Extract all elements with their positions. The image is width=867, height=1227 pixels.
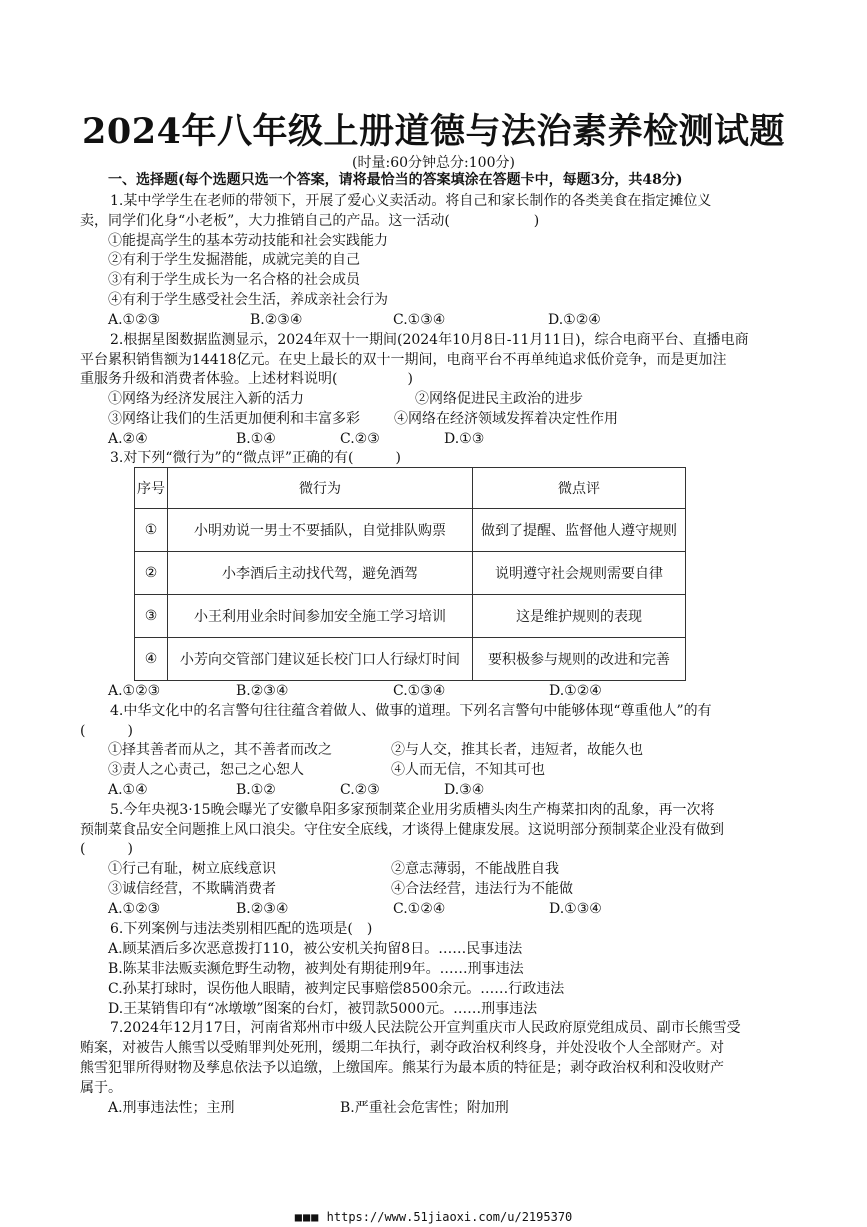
q4-option-a: A.①④ <box>108 782 148 798</box>
table-cell: ④ <box>135 638 168 681</box>
q1-stem-line1: 1.某中学学生在老师的带领下，开展了爱心义卖活动。将自己和家长制作的各类美食在指定摊位义 <box>110 193 712 209</box>
q5-stem-line1: 5.今年央视3·15晚会曝光了安徽阜阳多家预制菜企业用劣质槽头肉生产梅菜扣肉的乱象，再一次将 <box>110 802 715 818</box>
q2-option-c: C.②③ <box>340 431 380 447</box>
q1-option-a: A.①②③ <box>108 312 161 328</box>
q7-stem-line4: 属于。 <box>80 1080 122 1096</box>
table-cell: ③ <box>135 595 168 638</box>
table-cell: 小明劝说一男士不要插队，自觉排队购票 <box>168 509 473 552</box>
q5-option-c: C.①②④ <box>393 901 446 917</box>
table-row <box>135 509 686 552</box>
q1-stem-line2: 卖，同学们化身“小老板”，大力推销自己的产品。这一活动( ) <box>80 213 540 229</box>
q7-stem-line3: 熊雪犯罪所得财物及孳息依法予以追缴，上缴国库。熊某行为最本质的特征是；剥夺政治权利和没收财产 <box>80 1060 724 1076</box>
q2-stem-line2: 平台累积销售额为14418亿元。在史上最长的双十一期间，电商平台不再单纯追求低价竞争，而是更加注 <box>80 352 727 368</box>
q4-option-d: D.③④ <box>444 782 485 798</box>
q5-option-a: A.①②③ <box>108 901 161 917</box>
q1-option-b: B.②③④ <box>250 312 303 328</box>
q3-option-b: B.②③④ <box>236 683 289 699</box>
q3-option-c: C.①③④ <box>393 683 446 699</box>
q5-item: ①行己有耻，树立底线意识 <box>108 861 276 877</box>
table-header: 微行为 <box>168 468 473 509</box>
q5-stem-line3: ( ) <box>80 841 133 857</box>
q2-item: ③网络让我们的生活更加便利和丰富多彩 <box>108 411 360 427</box>
table-cell: 要积极参与规则的改进和完善 <box>473 638 686 681</box>
q6-option-c: C.孙某打球时，误伤他人眼睛，被判定民事赔偿8500余元。……行政违法 <box>108 981 565 997</box>
table-header: 微点评 <box>473 468 686 509</box>
table-cell: 做到了提醒、监督他人遵守规则 <box>473 509 686 552</box>
exam-title: 2024年八年级上册道德与法治素养检测试题 <box>82 111 785 152</box>
q1-option-c: C.①③④ <box>393 312 446 328</box>
q2-option-b: B.①④ <box>236 431 276 447</box>
q4-stem-line1: 4.中华文化中的名言警句往往蕴含着做人、做事的道理。下列名言警句中能够体现“尊重他人”的有 <box>110 703 712 719</box>
q4-item: ④人而无信，不知其可也 <box>391 762 545 778</box>
table-row <box>135 638 686 681</box>
q5-item: ③诚信经营，不欺瞒消费者 <box>108 881 276 897</box>
q4-item: ③责人之心责己，恕己之心恕人 <box>108 762 304 778</box>
q3-option-a: A.①②③ <box>108 683 161 699</box>
q7-stem-line1: 7.2024年12月17日，河南省郑州市中级人民法院公开宣判重庆市人民政府原党组成员、副市长熊雪受 <box>110 1020 741 1036</box>
q7-stem-line2: 贿案，对被告人熊雪以受贿罪判处死刑，缓期二年执行，剥夺政治权利终身，并处没收个人全部财产。对 <box>80 1040 724 1056</box>
q2-item: ②网络促进民主政治的进步 <box>415 391 583 407</box>
q2-stem-line3: 重服务升级和消费者体验。上述材料说明( ) <box>80 371 413 387</box>
q2-stem-line1: 2.根据星图数据监测显示，2024年双十一期间(2024年10月8日-11月11日)，综合电商平台、直播电商 <box>110 332 749 348</box>
q2-item: ①网络为经济发展注入新的活力 <box>108 391 304 407</box>
q5-item: ②意志薄弱，不能战胜自我 <box>391 861 559 877</box>
q1-option-d: D.①②④ <box>548 312 601 328</box>
q6-option-d: D.王某销售印有“冰墩墩”图案的台灯，被罚款5000元。……刑事违法 <box>108 1001 538 1017</box>
table-cell: ① <box>135 509 168 552</box>
table-header: 序号 <box>135 468 168 509</box>
table-row <box>135 595 686 638</box>
q6-stem: 6.下列案例与违法类别相匹配的选项是( ) <box>110 921 373 937</box>
q4-item: ②与人交，推其长者，违短者，故能久也 <box>391 742 643 758</box>
footer-url[interactable]: https://www.51jiaoxi.com/u/2195370 <box>326 1210 573 1224</box>
q6-option-b: B.陈某非法贩卖濒危野生动物，被判处有期徒刑9年。……刑事违法 <box>108 961 524 977</box>
exam-meta: (时量:60分钟总分:100分) <box>352 155 515 171</box>
q1-item: ③有利于学生成长为一名合格的社会成员 <box>108 272 360 288</box>
footer-marks: ■■■ <box>294 1210 320 1224</box>
q1-item: ②有利于学生发掘潜能，成就完美的自己 <box>108 252 360 268</box>
q5-item: ④合法经营，违法行为不能做 <box>391 881 573 897</box>
table-cell: 小王利用业余时间参加安全施工学习培训 <box>168 595 473 638</box>
q5-option-b: B.②③④ <box>236 901 289 917</box>
q5-option-d: D.①③④ <box>549 901 602 917</box>
q1-item: ①能提高学生的基本劳动技能和社会实践能力 <box>108 233 388 249</box>
section-heading: 一、选择题(每个选题只选一个答案，请将最恰当的答案填涂在答题卡中，每题3分，共48分) <box>108 172 683 188</box>
q6-option-a: A.顾某酒后多次恶意拨打110，被公安机关拘留8日。……民事违法 <box>108 941 523 957</box>
q4-stem-line2: ( ) <box>80 723 133 739</box>
table-cell: 说明遵守社会规则需要自律 <box>473 552 686 595</box>
q5-stem-line2: 预制菜食品安全问题推上风口浪尖。守住安全底线，才谈得上健康发展。这说明部分预制菜企业没有做到 <box>80 822 724 838</box>
q3-option-d: D.①②④ <box>549 683 602 699</box>
table-header-row <box>135 468 686 509</box>
q2-option-d: D.①③ <box>444 431 485 447</box>
q3-table <box>134 467 686 681</box>
q3-stem: 3.对下列“微行为”的“微点评”正确的有( ) <box>110 450 401 466</box>
table-cell: 这是维护规则的表现 <box>473 595 686 638</box>
q2-item: ④网络在经济领域发挥着决定性作用 <box>394 411 618 427</box>
q7-option-a: A.刑事违法性；主刑 <box>108 1100 235 1116</box>
table-cell: ② <box>135 552 168 595</box>
table-row <box>135 552 686 595</box>
q4-option-b: B.①② <box>236 782 276 798</box>
page-footer <box>0 1210 867 1224</box>
table-cell: 小李酒后主动找代驾，避免酒驾 <box>168 552 473 595</box>
q7-option-b: B.严重社会危害性；附加刑 <box>340 1100 509 1116</box>
q4-option-c: C.②③ <box>340 782 380 798</box>
table-cell: 小芳向交管部门建议延长校门口人行绿灯时间 <box>168 638 473 681</box>
q1-item: ④有利于学生感受社会生活，养成亲社会行为 <box>108 292 388 308</box>
q4-item: ①择其善者而从之，其不善者而改之 <box>108 742 332 758</box>
q2-option-a: A.②④ <box>108 431 148 447</box>
